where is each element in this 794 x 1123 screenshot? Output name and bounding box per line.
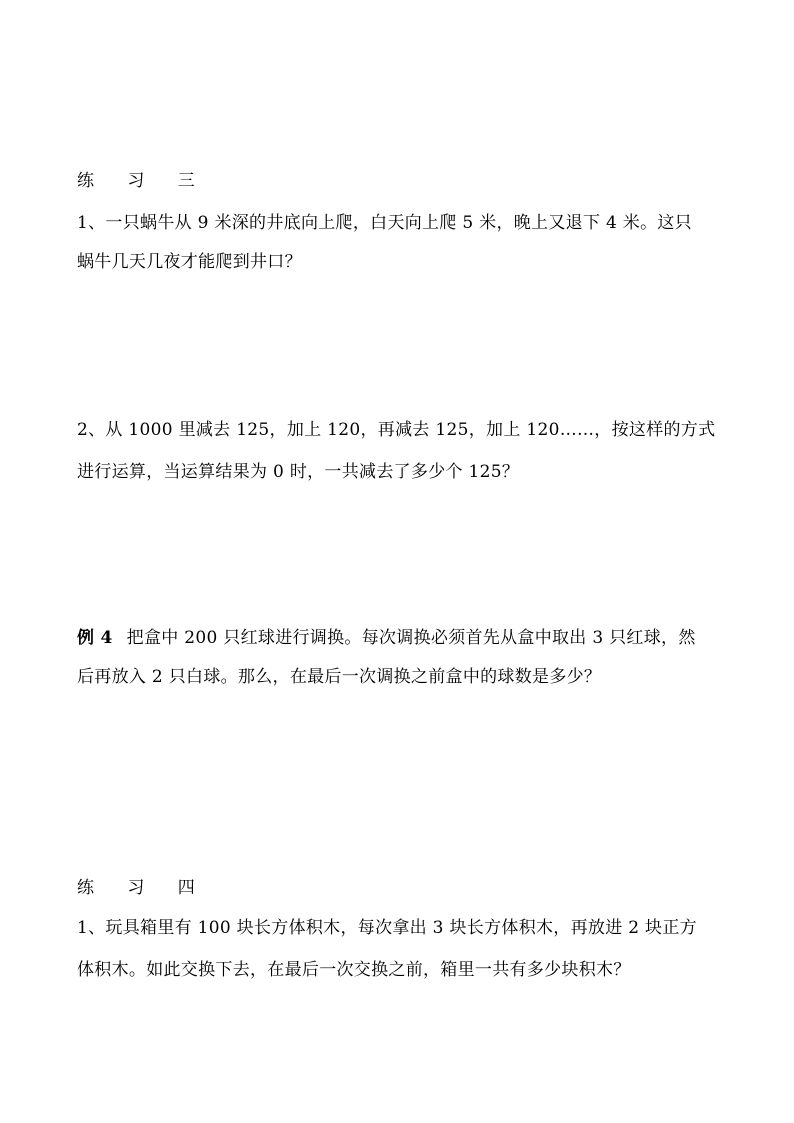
practice-3-question-2-line-2: 进行运算，当运算结果为 0 时，一共减去了多少个 125？ [77,462,520,482]
practice-3-question-2-line-1: 2、从 1000 里减去 125，加上 120，再减去 125，加上 120……，按这样的方式 [77,420,716,440]
example-4-line-1 [77,628,696,648]
practice-3-question-1-line-2: 蜗牛几天几夜才能爬到井口？ [77,252,302,272]
practice-3-heading: 练 习 三 [77,171,209,191]
practice-3-question-1-line-1: 1、一只蜗牛从 9 米深的井底向上爬，白天向上爬 5 米，晚上又退下 4 米。这只 [77,213,692,233]
example-4-label: 例 4 [77,628,113,648]
example-4-text: 把盒中 200 只红球进行调换。每次调换必须首先从盒中取出 3 只红球，然 [126,628,696,648]
practice-4-question-1-line-1: 1、玩具箱里有 100 块长方体积木，每次拿出 3 块长方体积木，再放进 2 块正方 [77,918,697,938]
example-4-line-2: 后再放入 2 只白球。那么，在最后一次调换之前盒中的球数是多少？ [77,667,602,687]
practice-4-heading: 练 习 四 [77,878,209,898]
practice-4-question-1-line-2: 体积木。如此交换下去，在最后一次交换之前，箱里一共有多少块积木？ [77,960,631,980]
